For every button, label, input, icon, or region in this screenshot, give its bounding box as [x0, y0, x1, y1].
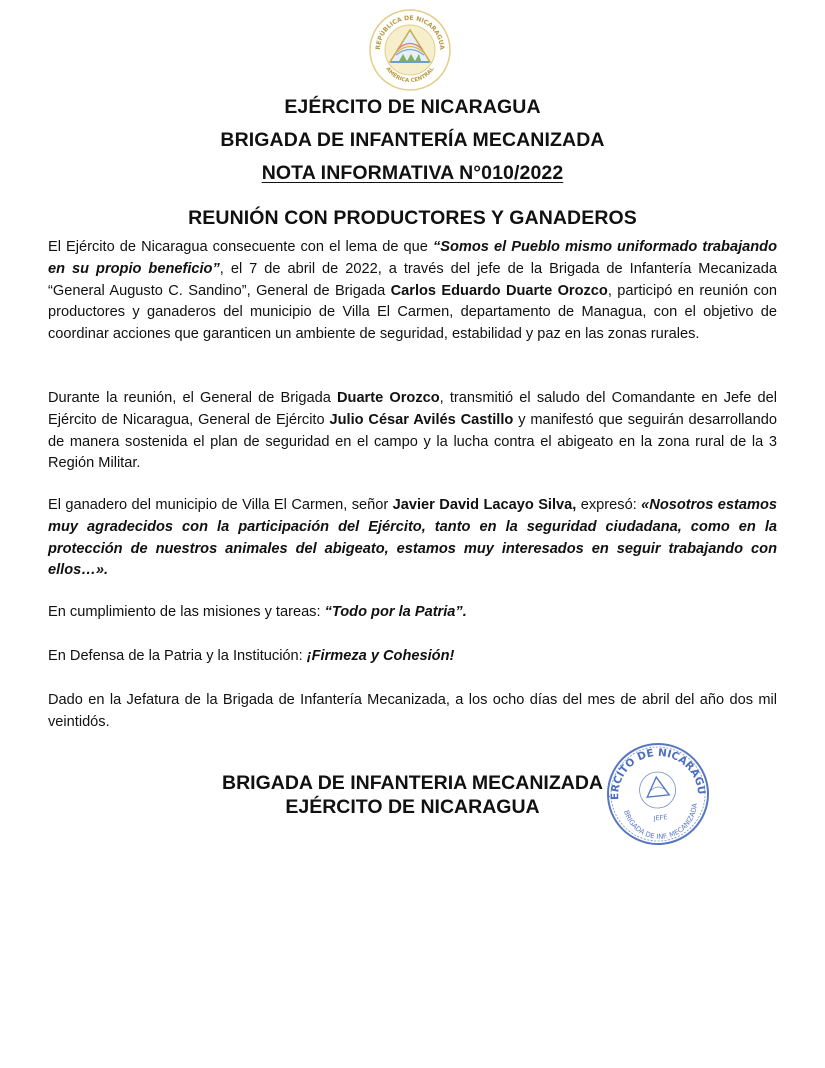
stamp-text-bottom: BRIGADA DE INF. MECANIZADA — [622, 802, 699, 841]
p2-name-aviles: Julio César Avilés Castillo — [329, 411, 514, 428]
unit-heading: BRIGADA DE INFANTERÍA MECANIZADA — [220, 129, 605, 151]
organization-heading: EJÉRCITO DE NICARAGUA — [284, 96, 541, 118]
paragraph-4 — [48, 602, 777, 624]
p1-motto-quote: “Somos el Pueblo mismo uniformado trabajando en su propio beneficio” — [48, 239, 777, 277]
p3-text-1: El ganadero del municipio de Villa El Carmen, señor — [48, 497, 393, 513]
p4-motto: “Todo por la Patria”. — [324, 604, 467, 620]
paragraph-5 — [48, 646, 777, 668]
p1-name-duarte: Carlos Eduardo Duarte Orozco — [390, 282, 608, 299]
paragraph-3 — [48, 495, 777, 582]
p2-text-2: , transmitió el saludo del Comandante en Jefe del Ejército de Nicaragua, General de Ejército — [48, 390, 777, 428]
paragraph-6 — [48, 690, 777, 734]
p2-text-1: Durante la reunión, el General de Brigada — [48, 390, 337, 406]
note-number-heading: NOTA INFORMATIVA N°010/2022 — [261, 162, 564, 184]
seal-text-bottom: AMÉRICA CENTRAL — [384, 66, 436, 85]
p1-text-3: , participó en reunión con productores y ganaderos del municipio de Villa El Carmen, departamento de Managua, con el objetivo de coordinar acciones que garanticen un ambiente de seguridad, estabilidad y paz en las zonas rurales. — [48, 282, 777, 343]
official-stamp — [600, 740, 716, 848]
stamp-text-middle: JEFE — [653, 813, 668, 823]
seal-text-top: REPÚBLICA DE NICARAGUA — [374, 14, 446, 51]
signature-organization: EJÉRCITO DE NICARAGUA — [285, 796, 540, 818]
p1-text-2: , el 7 de abril de 2022, a través del jefe de la Brigada de Infantería Mecanizada “General Augusto C. Sandino”, General de Brigada — [48, 260, 777, 299]
p2-text-3: y manifestó que seguirán desarrollando de manera sostenida el plan de seguridad en el campo y la lucha contra el abigeato en la zona rural de la 3 Región Militar. — [48, 411, 777, 472]
coat-of-arms-seal — [368, 8, 452, 92]
paragraph-1 — [48, 237, 777, 346]
p4-text: En cumplimiento de las misiones y tareas: — [48, 604, 325, 620]
p3-text-2: expresó: — [576, 497, 642, 513]
p6-text: Dado en la Jefatura de la Brigada de Infantería Mecanizada, a los ocho días del mes de abril del año dos mil veintidós. — [48, 692, 777, 730]
paragraph-2 — [48, 388, 777, 475]
document-title: REUNIÓN CON PRODUCTORES Y GANADEROS — [188, 207, 637, 229]
p5-motto: ¡Firmeza y Cohesión! — [306, 648, 455, 664]
signature-unit: BRIGADA DE INFANTERIA MECANIZADA — [222, 772, 603, 794]
p2-name-duarte: Duarte Orozco — [336, 390, 440, 406]
p1-text-1: El Ejército de Nicaragua consecuente con el lema de que — [48, 239, 433, 255]
stamp-text-top: EJÉRCITO DE NICARAGUA — [609, 746, 708, 801]
p3-name-lacayo: Javier David Lacayo Silva, — [392, 497, 577, 513]
p3-quote: «Nosotros estamos muy agradecidos con la participación del Ejército, tanto en la seguridad ciudadana, como en la protección de nuestros animales del abigeato, estamos muy interesados en seguir trabajando con ellos…». — [48, 497, 777, 579]
p5-text: En Defensa de la Patria y la Institución: — [48, 648, 307, 664]
